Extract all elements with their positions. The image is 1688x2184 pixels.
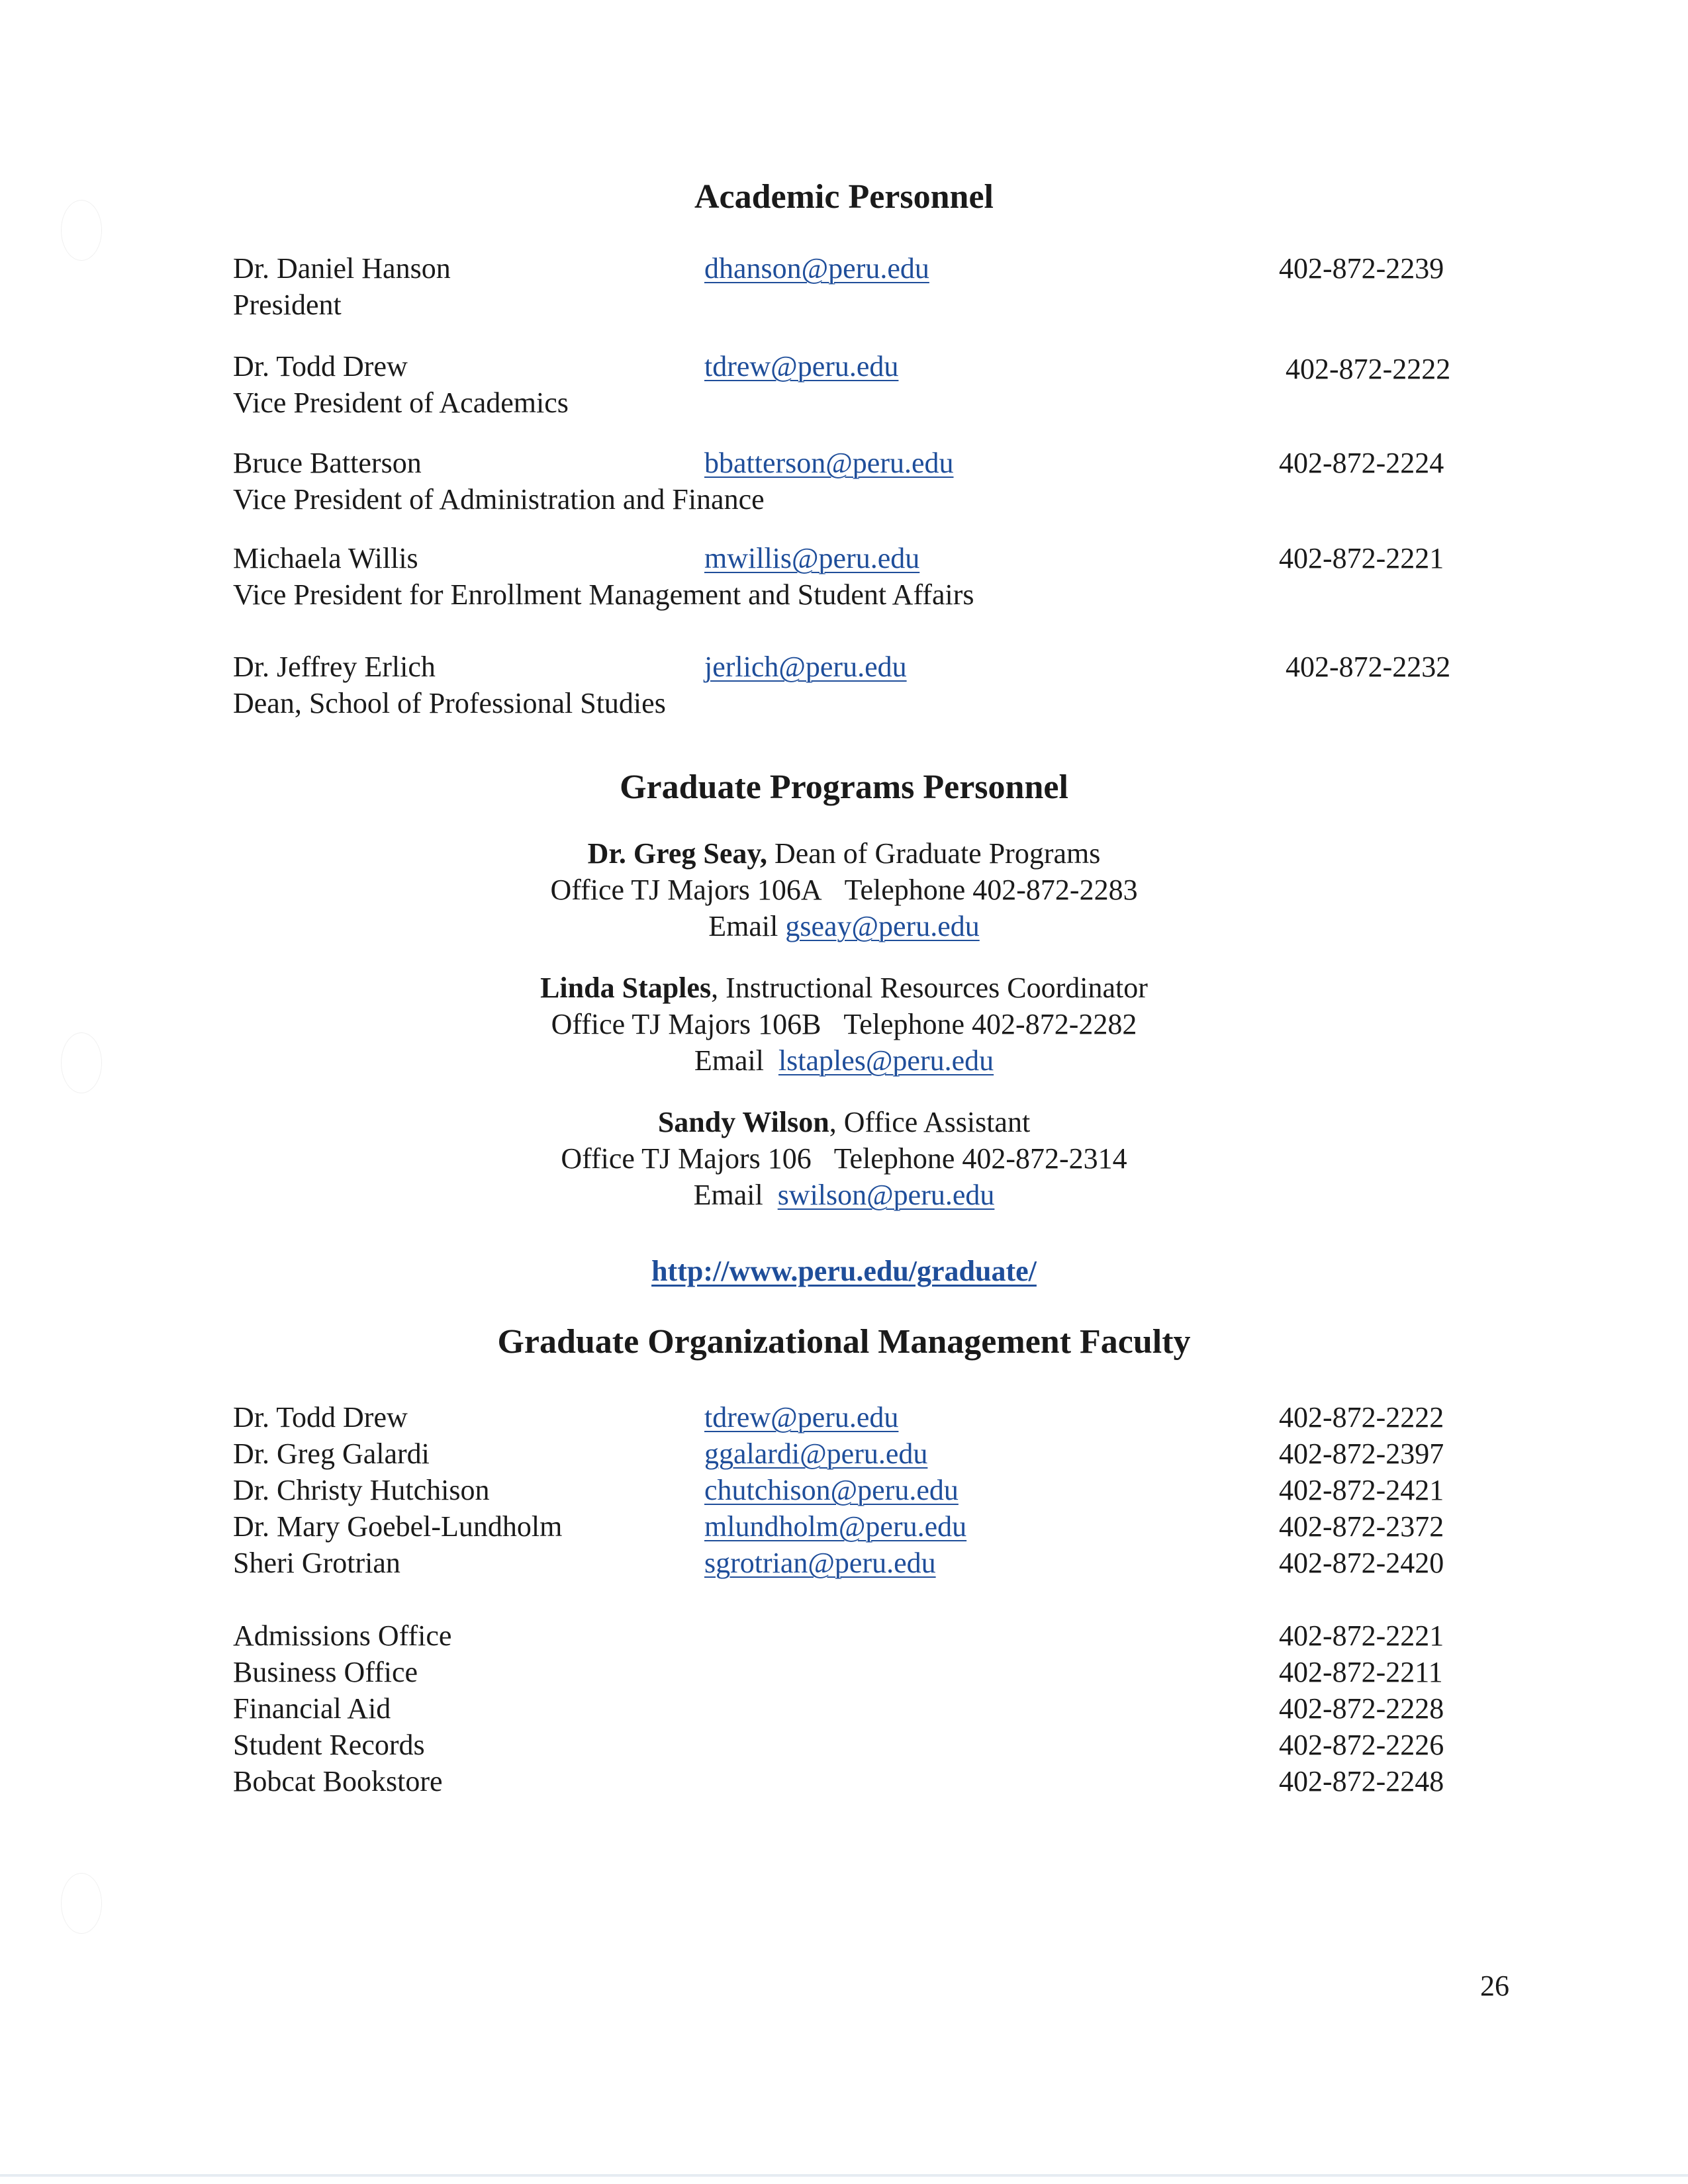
graduate-personnel-heading: Graduate Programs Personnel — [620, 768, 1068, 806]
person-title: President — [233, 289, 342, 321]
phone-number: 402-872-2211 — [1279, 1656, 1443, 1688]
office-name: Admissions Office — [233, 1619, 452, 1652]
staff-telephone: Telephone 402-872-2283 — [844, 874, 1138, 906]
page-number: 26 — [1480, 1970, 1509, 2002]
phone-number: 402-872-2420 — [1279, 1547, 1444, 1579]
person-name: Michaela Willis — [233, 542, 418, 574]
phone-number: 402-872-2224 — [1279, 447, 1444, 479]
email-link[interactable]: lstaples@peru.edu — [778, 1044, 994, 1077]
faculty-name: Dr. Christy Hutchison — [233, 1474, 490, 1506]
phone-number: 402-872-2421 — [1279, 1474, 1444, 1506]
graduate-staff-card — [0, 835, 1688, 944]
email-link[interactable]: jerlich@peru.edu — [704, 651, 907, 683]
office-row — [233, 1690, 1491, 1727]
staff-role: , Office Assistant — [829, 1106, 1031, 1138]
office-row — [233, 1654, 1491, 1690]
office-name: Student Records — [233, 1729, 425, 1761]
person-title: Dean, School of Professional Studies — [233, 687, 666, 719]
phone-number: 402-872-2222 — [1279, 1401, 1444, 1433]
faculty-name: Dr. Greg Galardi — [233, 1437, 430, 1470]
faculty-row — [233, 1435, 1491, 1472]
email-label: Email — [708, 910, 778, 942]
email-link[interactable]: mlundholm@peru.edu — [704, 1510, 967, 1543]
faculty-row — [233, 1545, 1491, 1581]
staff-office: Office TJ Majors 106A — [550, 874, 822, 906]
staff-name: Sandy Wilson — [657, 1106, 829, 1138]
phone-number: 402-872-2372 — [1279, 1510, 1444, 1543]
faculty-heading: Graduate Organizational Management Faculty — [497, 1323, 1191, 1361]
staff-role: Dean of Graduate Programs — [767, 837, 1101, 870]
person-title: Vice President of Administration and Finance — [233, 483, 765, 516]
faculty-name: Dr. Todd Drew — [233, 1401, 408, 1433]
graduate-staff-card — [0, 970, 1688, 1079]
staff-office: Office TJ Majors 106 — [561, 1142, 812, 1175]
phone-number: 402-872-2232 — [1286, 651, 1451, 683]
phone-number: 402-872-2239 — [1279, 252, 1444, 285]
faculty-name: Dr. Mary Goebel-Lundholm — [233, 1510, 563, 1543]
phone-number: 402-872-2221 — [1279, 542, 1444, 574]
scan-edge — [0, 2174, 1688, 2177]
staff-name: Dr. Greg Seay, — [587, 837, 767, 870]
email-link[interactable]: sgrotrian@peru.edu — [704, 1547, 936, 1579]
email-label: Email — [694, 1044, 764, 1077]
faculty-row — [233, 1508, 1491, 1545]
person-name: Dr. Jeffrey Erlich — [233, 651, 436, 683]
faculty-row — [233, 1472, 1491, 1508]
graduate-staff-card — [0, 1104, 1688, 1213]
office-name: Business Office — [233, 1656, 418, 1688]
office-name: Financial Aid — [233, 1692, 391, 1725]
staff-role: , Instructional Resources Coordinator — [711, 972, 1148, 1004]
email-link[interactable]: chutchison@peru.edu — [704, 1474, 959, 1506]
email-link[interactable]: mwillis@peru.edu — [704, 542, 920, 574]
office-name: Bobcat Bookstore — [233, 1765, 443, 1797]
phone-number: 402-872-2226 — [1279, 1729, 1444, 1761]
phone-number: 402-872-2397 — [1279, 1437, 1444, 1470]
email-label: Email — [693, 1179, 763, 1211]
staff-name: Linda Staples — [540, 972, 712, 1004]
person-name: Bruce Batterson — [233, 447, 422, 479]
email-link[interactable]: tdrew@peru.edu — [704, 1401, 899, 1433]
email-link[interactable]: dhanson@peru.edu — [704, 252, 929, 285]
email-link[interactable]: gseay@peru.edu — [785, 910, 980, 942]
graduate-url-line — [0, 1254, 1688, 1288]
staff-office: Office TJ Majors 106B — [551, 1008, 821, 1040]
academic-personnel-heading: Academic Personnel — [694, 178, 994, 216]
office-row — [233, 1763, 1491, 1799]
person-title: Vice President for Enrollment Management and Student Affairs — [233, 578, 974, 611]
person-name: Dr. Daniel Hanson — [233, 252, 451, 285]
faculty-row — [233, 1399, 1491, 1435]
faculty-name: Sheri Grotrian — [233, 1547, 400, 1579]
punch-hole — [61, 1873, 102, 1934]
email-link[interactable]: tdrew@peru.edu — [704, 350, 899, 383]
person-title: Vice President of Academics — [233, 387, 569, 419]
staff-telephone: Telephone 402-872-2282 — [843, 1008, 1137, 1040]
office-row — [233, 1727, 1491, 1763]
email-link[interactable]: bbatterson@peru.edu — [704, 447, 954, 479]
phone-number: 402-872-2248 — [1279, 1765, 1444, 1797]
email-link[interactable]: ggalardi@peru.edu — [704, 1437, 928, 1470]
phone-number: 402-872-2228 — [1279, 1692, 1444, 1725]
office-row — [233, 1617, 1491, 1654]
phone-number: 402-872-2222 — [1286, 353, 1451, 385]
graduate-website-link[interactable]: http://www.peru.edu/graduate/ — [651, 1255, 1037, 1287]
email-link[interactable]: swilson@peru.edu — [777, 1179, 995, 1211]
phone-number: 402-872-2221 — [1279, 1619, 1444, 1652]
staff-telephone: Telephone 402-872-2314 — [833, 1142, 1127, 1175]
person-name: Dr. Todd Drew — [233, 350, 408, 383]
